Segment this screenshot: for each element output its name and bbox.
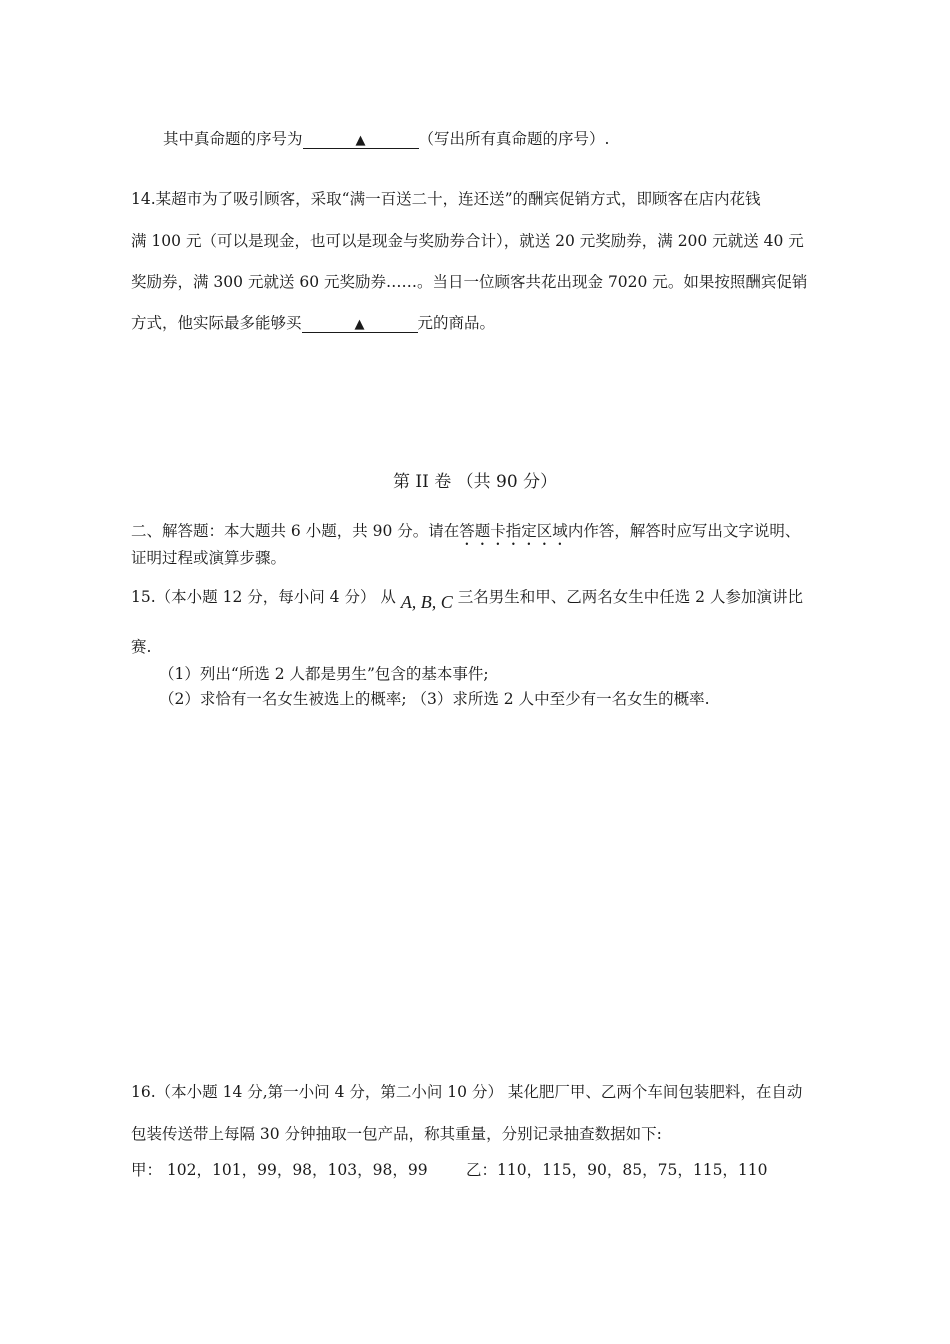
triangle-marker-icon: ▲ bbox=[355, 133, 366, 148]
q16-line-2: 包装传送带上每隔 30 分钟抽取一包产品，称其重量，分别记录抽查数据如下: bbox=[131, 1125, 662, 1143]
q15-line-2: 赛. bbox=[131, 638, 152, 656]
q13-instruction-text: （写出所有真命题的序号）. bbox=[418, 130, 610, 148]
q15-prompt-text: 15.（本小题 12 分，每小问 4 分） 从 bbox=[131, 588, 396, 606]
section-2-title: 第 II 卷 （共 90 分） bbox=[393, 472, 558, 492]
q15-line-1 bbox=[131, 586, 803, 612]
q16-line-1: 16.（本小题 14 分,第一小问 4 分，第二小问 10 分） 某化肥厂甲、乙两个车间包装肥料，在自动 bbox=[131, 1083, 803, 1101]
q14-answer-blank bbox=[302, 314, 418, 333]
q14-line-3: 奖励券，满 300 元就送 60 元奖励券……。当日一位顾客共花出现金 7020 元。如果按照酬宾促销 bbox=[131, 273, 808, 291]
q14-line-1: 14.某超市为了吸引顾客，采取“满一百送二十，连还送”的酬宾促销方式，即顾客在店内花钱 bbox=[131, 190, 761, 208]
q16-data-jia: 甲： 102，101，99，98，103，98，99 bbox=[131, 1161, 428, 1179]
q14-prompt-text: 方式，他实际最多能够买 bbox=[131, 314, 302, 332]
q14-suffix-text: 元的商品。 bbox=[417, 314, 496, 332]
q13-answer-blank bbox=[303, 130, 419, 149]
math-variables: A, B, C bbox=[400, 592, 453, 612]
emphasized-text: 答题卡指定区域 bbox=[459, 522, 568, 540]
q15-parts-2-3: （2）求恰有一名女生被选上的概率; （3）求所选 2 人中至少有一名女生的概率. bbox=[159, 690, 710, 708]
q15-prompt-text: 三名男生和甲、乙两名女生中任选 2 人参加演讲比 bbox=[457, 588, 803, 606]
q15-part-1: （1）列出“所选 2 人都是男生”包含的基本事件; bbox=[159, 665, 489, 683]
q13-answer-line bbox=[163, 129, 609, 149]
q13-prompt-text: 其中真命题的序号为 bbox=[163, 130, 303, 148]
intro-text: 内作答，解答时应写出文字说明、 bbox=[567, 522, 801, 540]
section-2-intro-line-1 bbox=[131, 521, 800, 549]
intro-text: 二、解答题：本大题共 6 小题，共 90 分。请在 bbox=[131, 522, 460, 540]
triangle-marker-icon: ▲ bbox=[354, 317, 365, 332]
section-2-intro-line-2: 证明过程或演算步骤。 bbox=[131, 549, 287, 567]
q14-line-2: 满 100 元（可以是现金，也可以是现金与奖励券合计），就送 20 元奖励券，满 200 元就送 40 元 bbox=[131, 232, 804, 250]
q14-line-4 bbox=[131, 313, 495, 333]
q16-data-yi: 乙：110，115，90，85，75，115，110 bbox=[466, 1161, 768, 1179]
